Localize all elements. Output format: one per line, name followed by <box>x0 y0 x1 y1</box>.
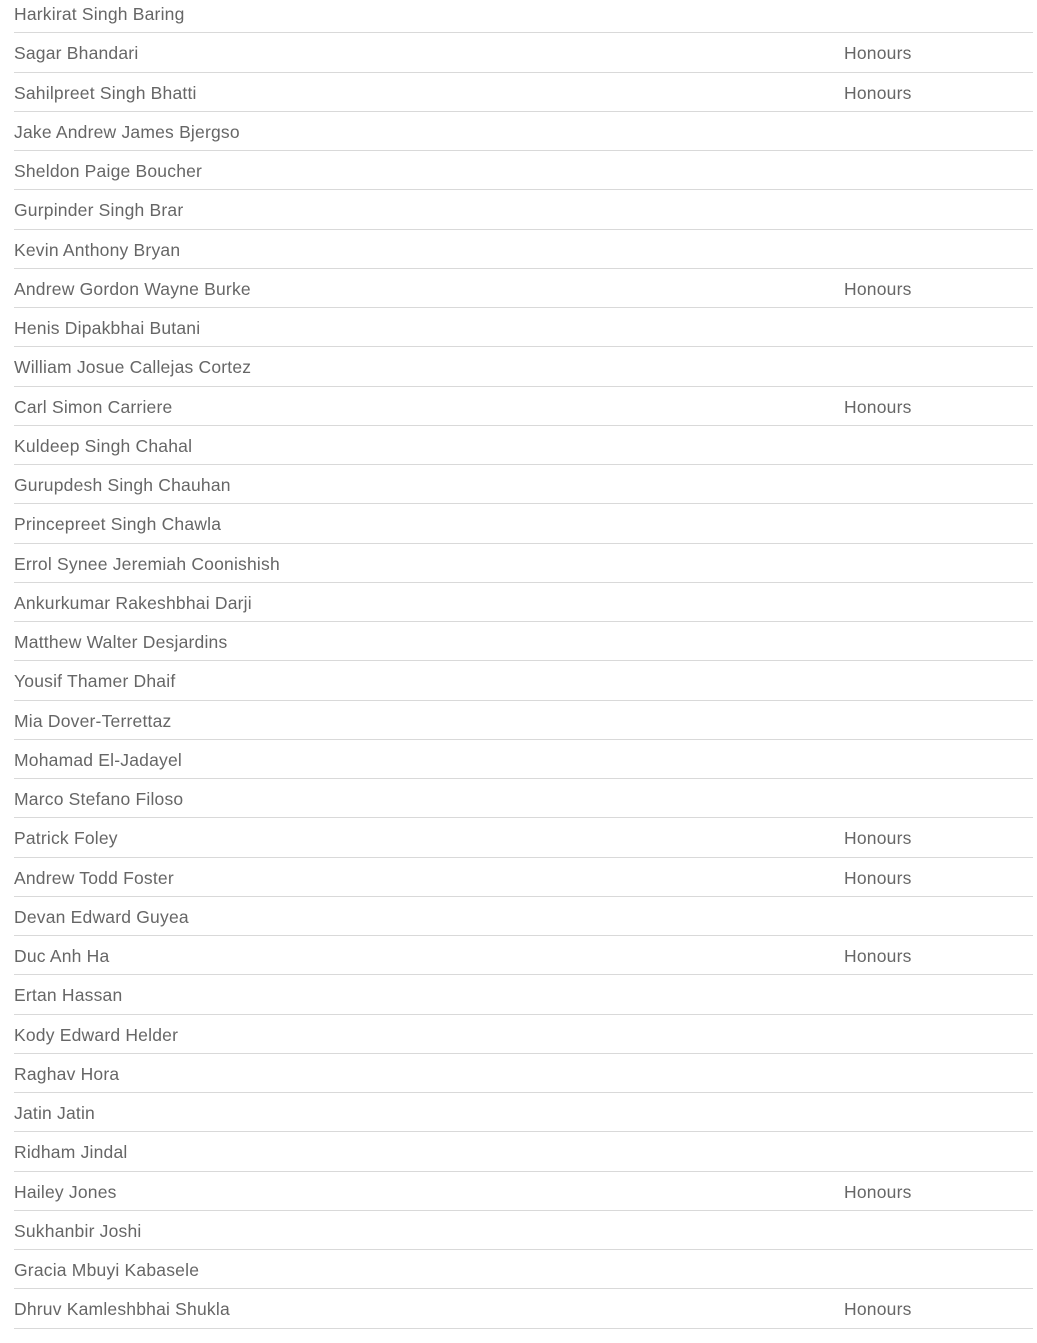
graduate-name: Sagar Bhandari <box>14 43 139 64</box>
graduate-row <box>14 426 1033 465</box>
graduate-distinction: Honours <box>844 82 912 103</box>
graduate-list <box>14 0 1033 1329</box>
graduate-name: Princepreet Singh Chawla <box>14 514 222 535</box>
graduate-name: Mia Dover-Terrettaz <box>14 710 172 731</box>
graduate-distinction: Honours <box>844 946 912 966</box>
graduate-row <box>14 230 1033 269</box>
graduate-name: Ridham Jindal <box>14 1142 128 1163</box>
graduate-row <box>14 544 1033 583</box>
graduate-row <box>14 1132 1033 1171</box>
graduate-name: Harkirat Singh Baring <box>14 4 185 24</box>
graduate-row <box>14 975 1033 1014</box>
graduate-row <box>14 661 1033 700</box>
graduate-row <box>14 33 1033 72</box>
graduate-distinction: Honours <box>844 1299 912 1320</box>
graduate-name: Devan Edward Guyea <box>14 906 189 927</box>
graduate-row <box>14 504 1033 543</box>
graduate-row <box>14 1289 1033 1328</box>
graduate-name: Yousif Thamer Dhaif <box>14 671 176 692</box>
graduate-name: Andrew Todd Foster <box>14 867 174 888</box>
graduate-row <box>14 387 1033 426</box>
graduate-row <box>14 818 1033 857</box>
graduate-name: Gurupdesh Singh Chauhan <box>14 475 231 495</box>
graduate-row <box>14 465 1033 504</box>
graduate-name: Sahilpreet Singh Bhatti <box>14 82 197 103</box>
graduate-row <box>14 858 1033 897</box>
graduate-row <box>14 583 1033 622</box>
graduate-name: Patrick Foley <box>14 828 118 849</box>
graduate-row <box>14 740 1033 779</box>
graduate-name: Andrew Gordon Wayne Burke <box>14 278 251 299</box>
graduate-row <box>14 190 1033 229</box>
graduate-distinction: Honours <box>844 867 912 888</box>
graduate-row <box>14 0 1033 33</box>
graduate-row <box>14 1250 1033 1289</box>
graduate-name: Ankurkumar Rakeshbhai Darji <box>14 592 252 613</box>
graduate-name: Ertan Hassan <box>14 985 123 1006</box>
graduate-distinction: Honours <box>844 278 912 299</box>
graduate-name: Kuldeep Singh Chahal <box>14 435 193 456</box>
graduate-row <box>14 897 1033 936</box>
graduate-row <box>14 73 1033 112</box>
graduate-row <box>14 701 1033 740</box>
graduate-distinction: Honours <box>844 43 912 64</box>
graduate-row <box>14 779 1033 818</box>
graduate-row <box>14 622 1033 661</box>
graduate-row <box>14 308 1033 347</box>
graduate-name: Dhruv Kamleshbhai Shukla <box>14 1299 230 1320</box>
graduate-name: Jatin Jatin <box>14 1103 95 1123</box>
graduate-row <box>14 269 1033 308</box>
graduate-row <box>14 1093 1033 1132</box>
graduate-row <box>14 1054 1033 1093</box>
graduate-row <box>14 1015 1033 1054</box>
graduate-name: Gracia Mbuyi Kabasele <box>14 1260 200 1280</box>
graduate-name: Sukhanbir Joshi <box>14 1220 142 1241</box>
graduate-distinction: Honours <box>844 1181 912 1202</box>
graduate-name: Jake Andrew James Bjergso <box>14 121 240 142</box>
graduate-row <box>14 347 1033 386</box>
graduate-name: Gurpinder Singh Brar <box>14 200 184 221</box>
graduate-name: Hailey Jones <box>14 1181 117 1202</box>
graduate-row <box>14 936 1033 975</box>
graduate-name: Kevin Anthony Bryan <box>14 239 181 260</box>
graduate-name: Carl Simon Carriere <box>14 396 173 417</box>
graduate-distinction: Honours <box>844 828 912 849</box>
graduate-row <box>14 1211 1033 1250</box>
graduate-row <box>14 1172 1033 1211</box>
graduate-name: Kody Edward Helder <box>14 1024 179 1045</box>
graduate-name: Raghav Hora <box>14 1063 120 1084</box>
graduate-distinction: Honours <box>844 396 912 417</box>
graduate-row <box>14 112 1033 151</box>
graduate-name: Marco Stefano Filoso <box>14 789 184 809</box>
graduate-name: Duc Anh Ha <box>14 946 110 966</box>
graduate-row <box>14 151 1033 190</box>
graduate-name: Henis Dipakbhai Butani <box>14 318 201 338</box>
graduate-name: Matthew Walter Desjardins <box>14 632 228 652</box>
graduate-name: Mohamad El-Jadayel <box>14 749 182 770</box>
graduate-name: Sheldon Paige Boucher <box>14 161 203 181</box>
graduate-name: Errol Synee Jeremiah Coonishish <box>14 553 280 574</box>
graduate-name: William Josue Callejas Cortez <box>14 357 252 378</box>
